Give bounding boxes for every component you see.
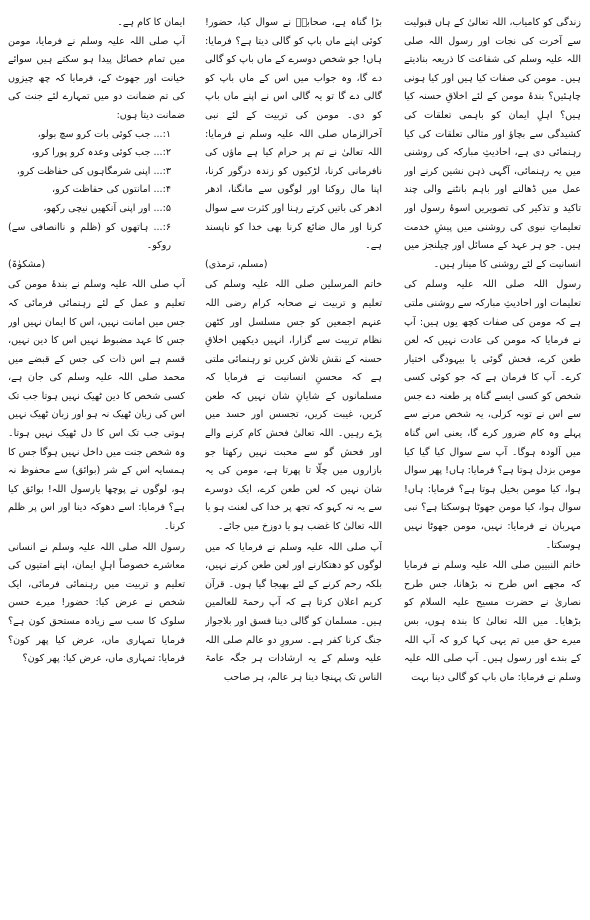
paragraph: خاتم المرسلین صلی اللہ علیہ وسلم کی تعلیم و تربیت نے صحابہ کرام رضی اللہ عنہم اجمعین کو جس مسلسل اور کٹھن نظام تربیت سے گزارا، انہیں دیکھیں اخلاقِ حسنہ کے نقش تلاش کریں تو رہنمائی ملتی ہے کہ محسنِ انسانیت نے فرمایا کہ مسلمانوں کے شایانِ شان نہیں کہ طعن کریں، غیبت کریں، تجسس اور حسد میں پڑے رہیں۔ اللہ تعالیٰ فحش کام کرنے والے اور فحش گو سے محبت نہیں رکھتا جو بازاروں میں چلّا تا پھرتا ہے، مومن کی یہ شان نہیں کہ لعن طعن کرے، ایک دوسرے سے یہ نہ کہو کہ تجھ پر خدا کی لعنت ہو یا اللہ تعالیٰ کا غضب ہو یا دوزخ میں جائے۔ [205, 279, 382, 533]
paragraph: زندگی کو کامیاب، اللہ تعالیٰ کے ہاں قبولیت سے آخرت کی نجات اور رسول اللہ صلی اللہ علیہ وسلم کی شفاعت کا ذریعہ بنادیتے ہیں۔ مومن کی صفات کیا ہیں اور کیا ہونی چاہئیں؟ بندۂ مومن کے لئے اخلاقِ حسنہ کیا ہیں؟ اہلِ ایمان کو باہمی تعلقات کی کشیدگی سے بچاؤ اور مثالی تعلقات کی کیا رہنمائی دی ہے، احادیثِ مبارکہ کی روشنی میں یہ رہنمائی، آگہی ذہن نشین کرنے اور عمل میں ڈھالنے اور باہم بانٹنے والی چند تاکید و تذکیر کی تصویریں اسوۂ رسول اور تعلیماتِ نبوی کی روشنی میں پیشِ خدمت ہیں۔ جو ہر عہد کے مسائل اور چیلنجز میں انسانیت کے لئے روشنی کا مینار ہیں۔ [404, 17, 581, 270]
citation: (مشکوٰۃ) [8, 258, 46, 270]
list-item: ۳:... اپنی شرمگاہوں کی حفاظت کرو، [16, 165, 171, 177]
column-middle [205, 14, 382, 912]
paragraph: رسول اللہ صلی اللہ علیہ وسلم کی تعلیمات اور احادیثِ مبارکہ سے روشنی ملتی ہے کہ مومن کی صفات کچھ یوں ہیں: آپ نے فرمایا کہ مومن کی عادت نہیں کہ لعن طعن کرے، فحش گوئی یا بیہودگی اختیار کرے۔ آپ کا فرمان ہے کہ جو کوئی کسی شخص کو کسی ایسے گناہ پر طعنہ دے جس سے اس نے توبہ کرلی، یہ شخص مرنے سے پہلے وہ کام ضرور کرے گا، یعنی اس گناہ میں آلودہ ہوگا۔ آپ سے سوال کیا گیا کیا مومن بزدل ہوتا ہے؟ فرمایا: ہاں! پھر سوال ہوا، کیا مومن بخیل ہوتا ہے؟ فرمایا: ہاں! سوال ہوا، کیا مومن جھوٹا ہوسکتا ہے؟ نبی مہربان نے فرمایا: نہیں، مومن جھوٹا نہیں ہوسکتا۔ [404, 279, 581, 551]
list-item: ۵:... اور اپنی آنکھیں نیچی رکھو، [43, 202, 171, 214]
column-right [404, 14, 581, 912]
paragraph: خاتم النبیین صلی اللہ علیہ وسلم نے فرمایا کہ مجھے اس طرح نہ بڑھانا، جس طرح نصاریٰ نے حضرت مسیح علیہ السلام کو بڑھایا۔ میں اللہ تعالیٰ کا بندہ ہوں، بس میرے حق میں تم یہی کہا کرو کہ آپ اللہ کے بندے اور رسول ہیں۔ آپ صلی اللہ علیہ وسلم نے فرمایا: ماں باپ کو گالی دینا بہت [404, 560, 581, 683]
list-item: ۴:... امانتوں کی حفاظت کرو، [52, 184, 171, 196]
paragraph: ایمان کا کام ہے۔ [117, 17, 185, 28]
list-item: ۲:... جب کوئی وعدہ کرو پورا کرو، [31, 147, 171, 159]
citation: (مسلم، ترمذی) [205, 258, 268, 270]
paragraph: آپ صلی اللہ علیہ وسلم نے فرمایا کہ میں لوگوں کو دھتکارنے اور لعن طعن کرنے نہیں، بلکہ رحم کرنے کے لئے بھیجا گیا ہوں۔ قرآن کریم اعلان کرتا ہے کہ آپ رحمۃ للعالمین ہیں۔ مسلمان کو گالی دینا فسق اور بلاجواز جنگ کرنا کفر ہے۔ سرورِ دو عالم صلی اللہ علیہ وسلم کے یہ ارشادات ہر جگہ عامۃ الناس تک پہنچا دینا ہر عالم، ہر صاحب [205, 541, 382, 683]
paragraph: آپ صلی اللہ علیہ وسلم نے بندۂ مومن کی تعلیم و عمل کے لئے رہنمائی فرمائی کہ جس میں امانت نہیں، اس کا ایمان نہیں اور جس کا عہد مضبوط نہیں اس کا دین نہیں، قسم ہے اس ذات کی جس کے قبضے میں محمد صلی اللہ علیہ وسلم کی جان ہے، کسی شخص کا دین ٹھیک نہیں ہوتا جب تک اس کی زبان ٹھیک نہ ہو اور زبان ٹھیک نہیں ہوتی جب تک اس کا دل ٹھیک نہیں ہوتا۔ وہ شخص جنت میں داخل نہیں ہوگا جس کا ہمسایہ اس کے شر (بوائق) سے محفوظ نہ ہو، لوگوں نے پوچھا یارسول اللہ! بوائق کیا ہے؟ فرمایا: اسے دھوکہ دینا اور اس پر ظلم کرنا۔ [8, 279, 185, 533]
column-left [8, 14, 185, 912]
list-item: ۶:... ہاتھوں کو (ظلم و ناانصافی سے) روکو۔ [8, 221, 171, 252]
paragraph: رسول اللہ صلی اللہ علیہ وسلم نے انسانی معاشرے خصوصاً اہلِ ایمان، اپنے امتیوں کی تعلیم و تربیت میں رہنمائی فرمائی، ایک شخص نے عرض کیا: حضور! میرے حسن سلوک کا سب سے زیادہ مستحق کون ہے؟ فرمایا تمہاری ماں، عرض کیا پھر کون؟ فرمایا: تمہاری ماں، عرض کیا: پھر کون؟ [8, 541, 185, 665]
list-item: ۱:... جب کوئی بات کرو سچ بولو، [37, 128, 171, 140]
paragraph: بڑا گناہ ہے، صحابہؓ نے سوال کیا، حضور! کوئی اپنے ماں باپ کو گالی دیتا ہے؟ فرمایا: ہاں! جو شخص دوسرے کے ماں باپ کو گالی دے گا، وہ جواب میں اس کے ماں باپ کو گالی دے گا تو یہ گالی اس نے اپنے ماں باپ کو دی۔ مومن کی تربیت کے لئے نبی آخرالزماں صلی اللہ علیہ وسلم نے فرمایا: اللہ تعالیٰ نے تم پر حرام کیا ہے ماؤں کی نافرمانی کرنا، لڑکیوں کو زندہ درگور کرنا، اپنا مال روکنا اور لوگوں سے مانگنا، ادھر ادھر کی باتیں کرتے رہنا اور کثرت سے سوال کرنا اور مال ضائع کرنا بھی خدا کو ناپسند ہے۔ [205, 17, 382, 252]
paragraph: آپ صلی اللہ علیہ وسلم نے فرمایا، مومن میں تمام خصائل پیدا ہو سکتے ہیں سوائے خیانت اور جھوٹ کے، فرمایا کہ چھ چیزوں کی تم ضمانت دو میں تمہارے لئے جنت کی ضمانت دیتا ہوں: [8, 35, 185, 121]
